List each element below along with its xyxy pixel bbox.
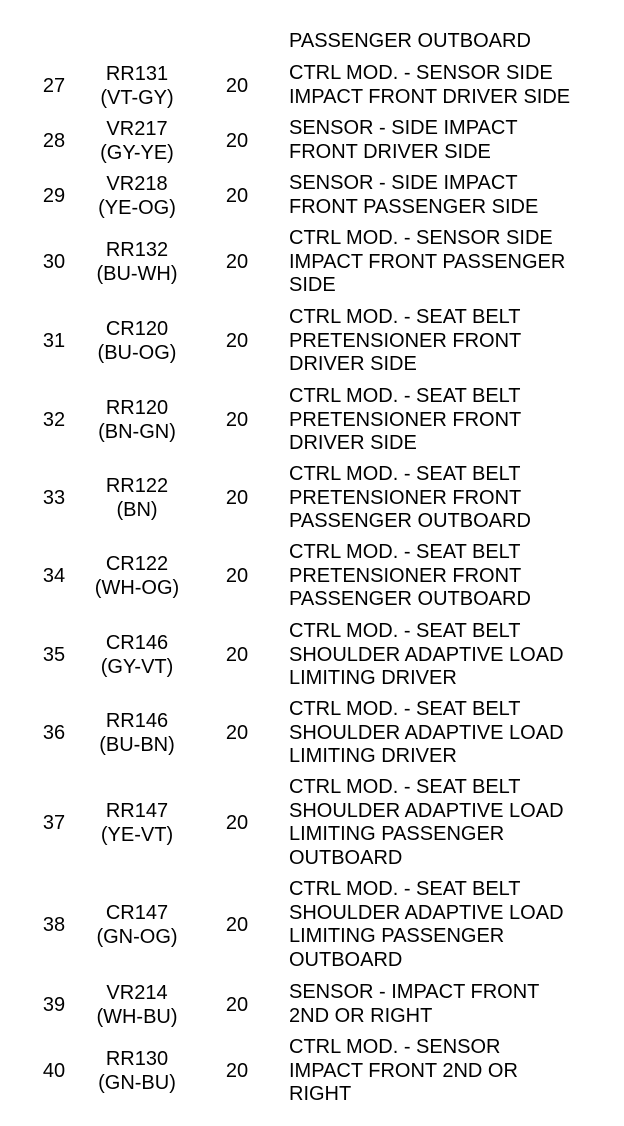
wire-color: (BU-OG) — [97, 342, 177, 365]
wire-gauge: 20 — [225, 74, 249, 97]
wire-color: (GN-BU) — [98, 1072, 176, 1095]
function-line: CTRL MOD. - SEAT BELT — [289, 776, 521, 798]
circuit-id: RR146 — [105, 710, 169, 733]
circuit-cell — [86, 474, 188, 522]
function-line: CTRL MOD. - SEAT BELT — [289, 463, 521, 485]
function-line: 2ND OR RIGHT — [289, 1004, 433, 1027]
wire-color: (BN) — [116, 499, 158, 522]
pin-number: 27 — [42, 74, 66, 97]
circuit-function — [289, 981, 619, 1028]
circuit-id: CR122 — [105, 553, 169, 576]
circuit-id: CR120 — [105, 318, 169, 341]
circuit-id: RR122 — [105, 475, 169, 498]
circuit-cell — [86, 62, 188, 110]
wire-gauge: 20 — [225, 1060, 249, 1083]
circuit-cell — [86, 1047, 188, 1095]
circuit-function — [289, 541, 619, 612]
pin-number: 28 — [42, 129, 66, 152]
circuit-cell — [86, 799, 188, 847]
function-line: SHOULDER ADAPTIVE LOAD — [289, 799, 564, 822]
circuit-function — [289, 306, 619, 377]
function-line: CTRL MOD. - SENSOR SIDE — [289, 227, 553, 249]
function-line: SENSOR - SIDE IMPACT — [289, 172, 518, 194]
circuit-cell — [86, 396, 188, 444]
function-line: PRETENSIONER FRONT — [289, 564, 522, 587]
wire-color: (YE-OG) — [98, 196, 176, 219]
circuit-cell — [86, 552, 188, 600]
wire-gauge: 20 — [225, 184, 249, 207]
circuit-function — [289, 1036, 619, 1107]
pin-number: 33 — [42, 487, 66, 510]
function-line: PASSENGER OUTBOARD — [289, 588, 531, 610]
function-line: DRIVER SIDE — [289, 432, 417, 454]
function-line: CTRL MOD. - SEAT BELT — [289, 878, 521, 900]
circuit-id: RR131 — [105, 62, 169, 85]
wire-gauge: 20 — [225, 487, 249, 510]
circuit-id: CR147 — [105, 902, 169, 924]
pin-number: 34 — [42, 565, 66, 588]
circuit-cell — [86, 631, 188, 679]
function-line: RIGHT — [289, 1083, 352, 1105]
function-line: LIMITING PASSENGER — [289, 925, 505, 947]
pin-number: 35 — [42, 644, 66, 667]
function-line: LIMITING DRIVER — [289, 745, 457, 767]
circuit-cell — [86, 172, 188, 220]
wire-gauge: 20 — [225, 914, 249, 936]
pin-number: 40 — [42, 1060, 66, 1083]
function-line: CTRL MOD. - SEAT BELT — [289, 306, 521, 328]
function-line: IMPACT FRONT PASSENGER — [289, 250, 566, 273]
circuit-function — [289, 227, 619, 298]
function-line: PASSENGER OUTBOARD — [289, 510, 531, 532]
circuit-function — [289, 385, 619, 456]
carryover-function — [289, 30, 619, 54]
circuit-function — [289, 62, 619, 109]
function-line: LIMITING PASSENGER — [289, 823, 505, 845]
circuit-id: RR147 — [105, 800, 169, 822]
wire-color: (WH-BU) — [96, 1005, 178, 1028]
wire-gauge: 20 — [225, 644, 249, 667]
function-line: CTRL MOD. - SENSOR SIDE — [289, 62, 553, 84]
pin-number: 39 — [42, 993, 66, 1016]
function-line: IMPACT FRONT DRIVER SIDE — [289, 85, 571, 108]
function-line: PRETENSIONER FRONT — [289, 329, 522, 352]
wire-gauge: 20 — [225, 565, 249, 588]
function-line: DRIVER SIDE — [289, 353, 417, 375]
function-line: SENSOR - SIDE IMPACT — [289, 117, 518, 139]
function-line: FRONT DRIVER SIDE — [289, 140, 491, 163]
circuit-id: RR120 — [105, 397, 169, 420]
circuit-cell — [86, 901, 188, 949]
circuit-cell — [86, 317, 188, 365]
wire-gauge: 20 — [225, 722, 249, 745]
wire-color: (GY-YE) — [100, 141, 174, 164]
wire-gauge: 20 — [225, 129, 249, 152]
circuit-function — [289, 878, 619, 972]
function-line: PRETENSIONER FRONT — [289, 408, 522, 431]
pin-number: 29 — [42, 184, 66, 207]
circuit-function — [289, 172, 619, 219]
wire-gauge: 20 — [225, 812, 249, 834]
pin-number: 36 — [42, 722, 66, 745]
wire-gauge: 20 — [225, 409, 249, 432]
circuit-id: RR132 — [105, 239, 169, 262]
circuit-function — [289, 620, 619, 691]
circuit-id: RR130 — [105, 1048, 169, 1071]
function-line: SHOULDER ADAPTIVE LOAD — [289, 721, 564, 744]
wire-gauge: 20 — [225, 993, 249, 1016]
pin-number: 30 — [42, 251, 66, 274]
circuit-cell — [86, 117, 188, 165]
function-line: CTRL MOD. - SEAT BELT — [289, 620, 521, 642]
wire-color: (GY-VT) — [100, 656, 174, 679]
function-line: IMPACT FRONT 2ND OR — [289, 1059, 518, 1082]
circuit-cell — [86, 238, 188, 286]
function-line: CTRL MOD. - SEAT BELT — [289, 541, 521, 563]
pin-number: 38 — [42, 914, 66, 936]
function-line: SHOULDER ADAPTIVE LOAD — [289, 643, 564, 666]
function-line: LIMITING DRIVER — [289, 667, 457, 689]
pin-number: 37 — [42, 812, 66, 834]
pin-number: 32 — [42, 409, 66, 432]
wire-color: (WH-OG) — [94, 577, 180, 600]
wire-color: (VT-GY) — [100, 86, 174, 109]
circuit-cell — [86, 981, 188, 1029]
wire-color: (YE-VT) — [100, 824, 174, 846]
circuit-function — [289, 776, 619, 870]
wire-color: (GN-OG) — [96, 926, 178, 948]
function-line: CTRL MOD. - SEAT BELT — [289, 385, 521, 407]
circuit-cell — [86, 709, 188, 757]
circuit-id: VR218 — [106, 172, 168, 195]
wire-color: (BU-WH) — [96, 263, 178, 286]
function-line: OUTBOARD — [289, 948, 403, 971]
function-line: PRETENSIONER FRONT — [289, 486, 522, 509]
wire-color: (BU-BN) — [99, 734, 175, 757]
wire-gauge: 20 — [225, 251, 249, 274]
function-line: CTRL MOD. - SENSOR — [289, 1036, 501, 1058]
circuit-id: CR146 — [105, 632, 169, 655]
function-line: FRONT PASSENGER SIDE — [289, 195, 539, 218]
wire-gauge: 20 — [225, 330, 249, 353]
circuit-id: VR214 — [106, 981, 168, 1004]
circuit-function — [289, 698, 619, 769]
function-line: OUTBOARD — [289, 846, 403, 869]
pin-number: 31 — [42, 330, 66, 353]
function-line: PASSENGER OUTBOARD — [289, 30, 531, 52]
wire-color: (BN-GN) — [98, 421, 176, 444]
function-line: SHOULDER ADAPTIVE LOAD — [289, 901, 564, 924]
circuit-function — [289, 117, 619, 164]
function-line: CTRL MOD. - SEAT BELT — [289, 698, 521, 720]
function-line: SIDE — [289, 274, 336, 296]
circuit-id: VR217 — [106, 117, 168, 140]
function-line: SENSOR - IMPACT FRONT — [289, 981, 540, 1003]
circuit-function — [289, 463, 619, 534]
